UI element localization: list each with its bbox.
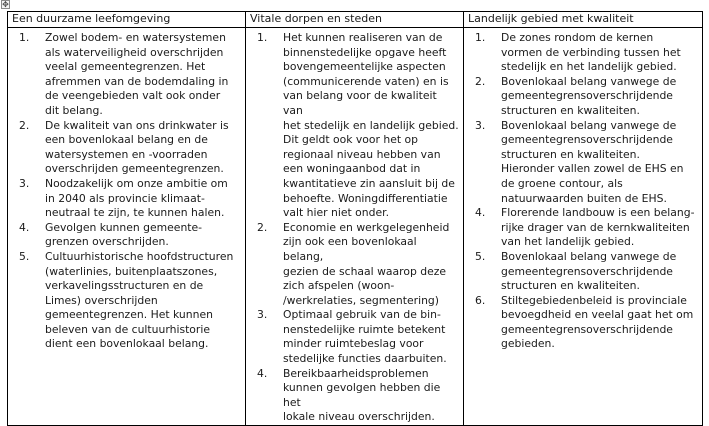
list-item-line: een woningaanbod dat in	[283, 162, 421, 176]
list-item-line: Limes) overschrijden	[45, 293, 158, 307]
list-item	[246, 221, 463, 309]
list-item-line: kwantitatieve zin aansluit bij de	[283, 176, 455, 190]
list-item-line: /werkrelaties, segmentering)	[283, 293, 439, 307]
list-item	[8, 177, 245, 221]
list-item-number: 6.	[475, 293, 486, 307]
list-item-line: zijn ook een bovenlokaal belang,	[283, 235, 417, 263]
list-item-number: 5.	[475, 249, 486, 263]
list-item-line: De kwaliteit van ons drinkwater is	[45, 118, 229, 132]
list-item-line: gemeentegrensoverschrijdende	[501, 264, 673, 278]
list-item-line: minder ruimtebeslag voor	[283, 337, 424, 351]
list-item-line: kunnen gevolgen hebben die het	[283, 381, 441, 409]
list-item-number: 1.	[475, 31, 486, 44]
list-item	[464, 119, 702, 207]
list-item-line: natuurwaarden buiten de EHS.	[501, 191, 667, 205]
list-item	[8, 221, 245, 250]
numbered-list	[464, 28, 702, 352]
list-item-line: zich afspelen (woon-	[283, 279, 395, 293]
list-item-line: verkavelingsstructuren en de	[45, 279, 204, 293]
list-item-line: Stiltegebiedenbeleid is provinciale	[501, 293, 687, 307]
list-item-number: 2.	[257, 220, 268, 234]
list-item-line: Bereikbaarheidsproblemen	[283, 366, 429, 380]
list-item-line: binnenstedelijke opgave heeft	[283, 45, 447, 59]
list-item-number: 3.	[475, 118, 486, 132]
table-cell[interactable]	[246, 28, 464, 426]
list-item-line: het stedelijk en landelijk gebied.	[283, 118, 459, 132]
list-item-line: gemeentegrensoverschrijdende	[501, 322, 673, 336]
list-item-number: 3.	[257, 308, 268, 322]
list-item-line: overschrijden gemeentegrenzen.	[45, 162, 224, 176]
numbered-list	[8, 28, 245, 352]
list-item-line: afremmen van de bodemdaling in	[45, 74, 229, 88]
list-item	[464, 31, 702, 75]
list-item-line: Hieronder vallen zowel de EHS en	[501, 162, 684, 176]
list-item-number: 5.	[19, 249, 30, 263]
table-header-row	[8, 12, 703, 28]
list-item-line: Het kunnen realiseren van de	[283, 31, 443, 44]
list-item-number: 1.	[19, 31, 30, 44]
table-cell[interactable]	[8, 28, 246, 426]
column-header: Landelijk gebied met kwaliteit	[464, 12, 703, 28]
list-item-line: rijke drager van de kernkwaliteiten	[501, 220, 690, 234]
list-item-line: lokale niveau overschrijden.	[283, 410, 435, 424]
list-item	[8, 119, 245, 177]
list-item-number: 4.	[19, 220, 30, 234]
list-item-line: gemeentegrensoverschrijdende	[501, 89, 673, 103]
list-item-line: een bovenlokaal belang en de	[45, 133, 208, 147]
list-item-line: Cultuurhistorische hoofdstructuren	[45, 249, 234, 263]
list-item	[8, 31, 245, 119]
list-item-line: (communicerende vaten) en is	[283, 74, 449, 88]
list-item-line: De zones rondom de kernen	[501, 31, 654, 44]
list-item-line: Zowel bodem- en watersystemen	[45, 31, 226, 44]
list-item-line: structuren en kwaliteiten.	[501, 103, 640, 117]
column-header: Een duurzame leefomgeving	[8, 12, 246, 28]
numbered-list	[246, 28, 463, 425]
list-item-line: Economie en werkgelegenheid	[283, 220, 450, 234]
list-item-line: bevoegdheid en veelal gaat het om	[501, 308, 694, 322]
list-item-line: regionaal niveau hebben van	[283, 147, 441, 161]
list-item	[246, 367, 463, 425]
list-item-line: valt hier niet onder.	[283, 206, 390, 220]
list-item-line: vormen de verbinding tussen het	[501, 45, 681, 59]
list-item-line: de groene contour, als	[501, 176, 623, 190]
list-item-number: 1.	[257, 31, 268, 44]
list-item-line: bovengemeentelijke aspecten	[283, 60, 446, 74]
list-item-line: Optimaal gebruik van de bin-	[283, 308, 441, 322]
list-item	[464, 206, 702, 250]
table-cell[interactable]	[464, 28, 703, 426]
list-item-line: neutraal te zijn, te kunnen halen.	[45, 206, 225, 220]
table-move-handle-icon[interactable]: ✥	[2, 0, 9, 9]
list-item	[464, 75, 702, 119]
list-item-line: Florerende landbouw is een belang-	[501, 206, 695, 220]
column-header: Vitale dorpen en steden	[246, 12, 464, 28]
list-item-line: in 2040 als provincie klimaat-	[45, 191, 205, 205]
list-item-line: (waterlinies, buitenplaatszones,	[45, 264, 218, 278]
list-item-line: veelal gemeentegrenzen. Het	[45, 60, 206, 74]
list-item	[464, 294, 702, 352]
list-item-number: 4.	[257, 366, 268, 380]
list-item-line: Bovenlokaal belang vanwege de	[501, 74, 677, 88]
list-item-line: structuren en kwaliteiten.	[501, 147, 640, 161]
list-item-line: Gevolgen kunnen gemeente-	[45, 220, 203, 234]
list-item-number: 2.	[19, 118, 30, 132]
list-item	[464, 250, 702, 294]
list-item-line: behoefte. Woningdifferentiatie	[283, 191, 448, 205]
list-item-number: 4.	[475, 206, 486, 220]
list-item	[8, 250, 245, 352]
list-item-line: dient een bovenlokaal belang.	[45, 337, 209, 351]
list-item-line: van belang voor de kwaliteit van	[283, 89, 437, 117]
list-item-line: als waterveiligheid overschrijden	[45, 45, 224, 59]
list-item-line: Bovenlokaal belang vanwege de	[501, 249, 677, 263]
list-item-line: structuren en kwaliteiten.	[501, 279, 640, 293]
list-item-line: watersystemen en -voorraden	[45, 147, 208, 161]
list-item	[246, 308, 463, 366]
list-item-line: beleven van de cultuurhistorie	[45, 322, 210, 336]
list-item-line: Bovenlokaal belang vanwege de	[501, 118, 677, 132]
list-item-line: gemeentegrenzen. Het kunnen	[45, 308, 213, 322]
list-item-line: van het landelijk gebied.	[501, 235, 635, 249]
list-item-line: stedelijke functies daarbuiten.	[283, 352, 447, 366]
list-item-line: stedelijk en het landelijk gebied.	[501, 60, 677, 74]
list-item-line: gezien de schaal waarop deze	[283, 264, 447, 278]
list-item-line: Dit geldt ook voor het op	[283, 133, 418, 147]
list-item	[246, 31, 463, 221]
list-item-line: grenzen overschrijden.	[45, 235, 169, 249]
list-item-number: 2.	[475, 74, 486, 88]
list-item-line: gebieden.	[501, 337, 555, 351]
list-item-line: dit belang.	[45, 103, 103, 117]
table-row	[8, 28, 703, 426]
list-item-line: gemeentegrensoverschrijdende	[501, 133, 673, 147]
list-item-number: 3.	[19, 176, 30, 190]
policy-table	[7, 11, 703, 426]
list-item-line: Noodzakelijk om onze ambitie om	[45, 176, 228, 190]
list-item-line: de veengebieden valt ook onder	[45, 89, 221, 103]
list-item-line: nenstedelijke ruimte betekent	[283, 322, 446, 336]
